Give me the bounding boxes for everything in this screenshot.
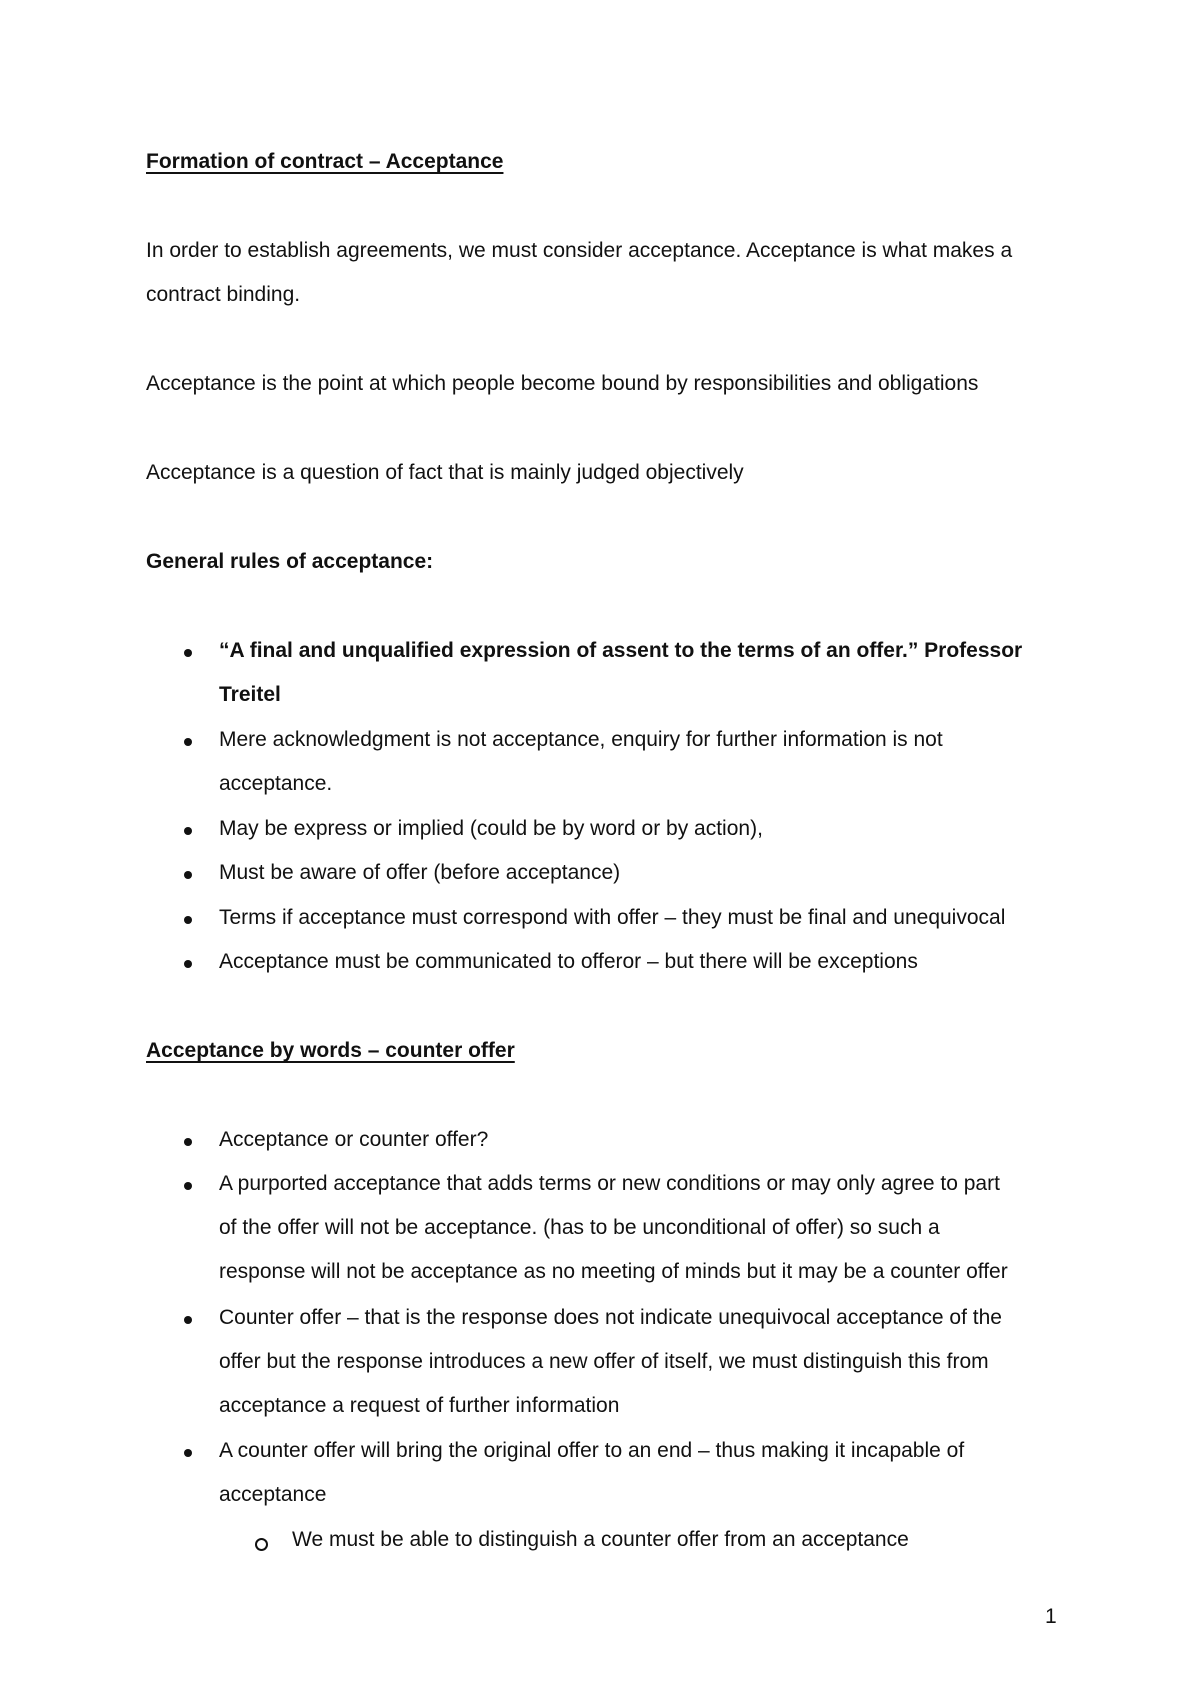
list-item-line: Must be aware of offer (before acceptance)	[219, 861, 621, 884]
bullet-icon	[184, 1449, 192, 1457]
list-item-line: Counter offer – that is the response does not indicate unequivocal acceptance of the	[219, 1306, 1002, 1329]
list-item-line: A counter offer will bring the original offer to an end – thus making it incapable of	[219, 1439, 965, 1462]
list-item-line: response will not be acceptance as no meeting of minds but it may be a counter offer	[219, 1260, 1008, 1283]
list-item-line: Acceptance must be communicated to offeror – but there will be exceptions	[219, 950, 918, 973]
page-title: Formation of contract – Acceptance	[146, 150, 504, 173]
list-item-line: Mere acknowledgment is not acceptance, enquiry for further information is not	[219, 728, 943, 751]
sub-list-item-line: We must be able to distinguish a counter offer from an acceptance	[292, 1528, 909, 1551]
list-item-line: “A final and unqualified expression of assent to the terms of an offer.” Professor	[219, 639, 1023, 662]
bullet-icon	[184, 738, 192, 746]
list-item-line: Terms if acceptance must correspond with offer – they must be final and unequivocal	[219, 906, 1006, 929]
bullet-icon	[184, 827, 192, 835]
list-item-line: of the offer will not be acceptance. (has to be unconditional of offer) so such a	[219, 1216, 940, 1239]
general-rules-heading: General rules of acceptance:	[146, 550, 434, 573]
paragraph-question-of-fact: Acceptance is a question of fact that is mainly judged objectively	[146, 461, 744, 484]
list-item-line: A purported acceptance that adds terms or new conditions or may only agree to part	[219, 1172, 1000, 1195]
list-item-line: May be express or implied (could be by word or by action),	[219, 817, 763, 840]
list-item-line: acceptance.	[219, 772, 333, 795]
counter-offer-heading: Acceptance by words – counter offer	[146, 1039, 515, 1062]
paragraph-binding-point: Acceptance is the point at which people become bound by responsibilities and obligations	[146, 372, 979, 395]
bullet-icon	[184, 1316, 192, 1324]
bullet-icon	[184, 916, 192, 924]
list-item-line: Acceptance or counter offer?	[219, 1128, 489, 1151]
list-item-line: offer but the response introduces a new offer of itself, we must distinguish this from	[219, 1350, 989, 1373]
list-item-line: acceptance a request of further information	[219, 1394, 620, 1417]
intro-paragraph-line-2: contract binding.	[146, 283, 301, 306]
bullet-icon	[184, 1182, 192, 1190]
intro-paragraph-line-1: In order to establish agreements, we must consider acceptance. Acceptance is what makes a	[146, 239, 1013, 262]
bullet-icon	[184, 871, 192, 879]
bullet-icon	[184, 960, 192, 968]
circle-bullet-icon	[255, 1538, 268, 1551]
bullet-icon	[184, 649, 192, 657]
page-number: 1	[1045, 1605, 1057, 1628]
bullet-icon	[184, 1138, 192, 1146]
list-item-line: acceptance	[219, 1483, 327, 1506]
list-item-line: Treitel	[219, 683, 281, 706]
